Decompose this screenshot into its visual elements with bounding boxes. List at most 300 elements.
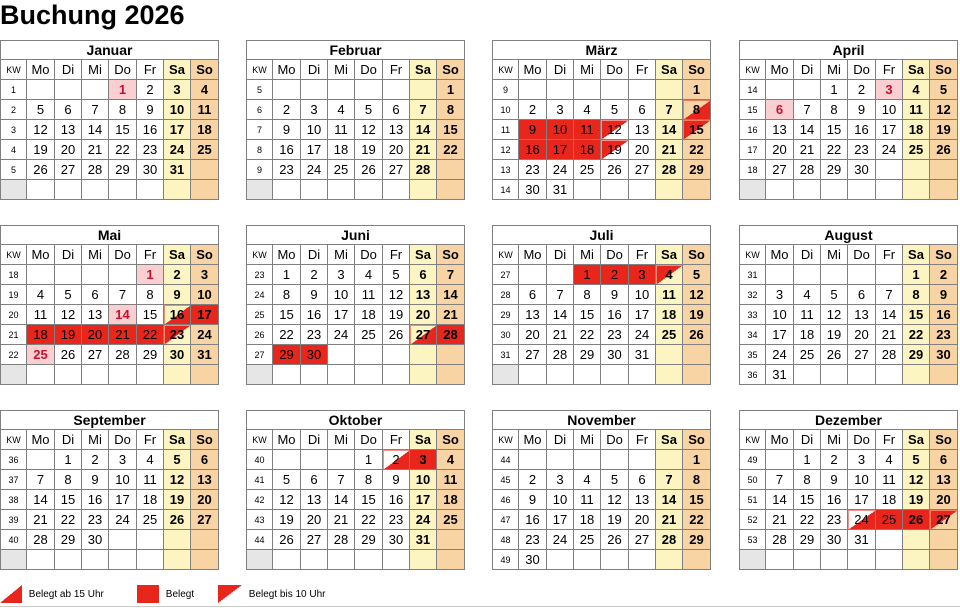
- day-cell[interactable]: 20: [301, 510, 328, 530]
- day-cell[interactable]: 10: [629, 285, 656, 305]
- day-cell[interactable]: 24: [301, 160, 328, 180]
- day-cell[interactable]: 9: [848, 100, 876, 120]
- day-cell[interactable]: 7: [876, 285, 903, 305]
- day-cell[interactable]: 9: [301, 285, 328, 305]
- day-cell[interactable]: 10: [410, 470, 437, 490]
- day-cell[interactable]: 4: [355, 265, 383, 285]
- day-cell[interactable]: 8: [137, 285, 164, 305]
- day-cell[interactable]: 28: [27, 530, 55, 550]
- day-cell[interactable]: 29: [574, 345, 601, 365]
- day-cell[interactable]: 3: [848, 450, 876, 470]
- day-cell[interactable]: 12: [683, 285, 711, 305]
- day-cell[interactable]: 24: [876, 140, 903, 160]
- day-cell[interactable]: 15: [821, 120, 848, 140]
- day-cell[interactable]: 6: [766, 100, 794, 120]
- day-cell[interactable]: 19: [273, 510, 301, 530]
- day-cell[interactable]: 6: [191, 450, 219, 470]
- day-cell[interactable]: 11: [355, 285, 383, 305]
- day-cell[interactable]: 29: [109, 160, 137, 180]
- day-cell[interactable]: 22: [683, 140, 711, 160]
- day-cell[interactable]: 22: [437, 140, 465, 160]
- day-cell[interactable]: 8: [574, 285, 601, 305]
- day-cell[interactable]: 6: [410, 265, 437, 285]
- day-cell[interactable]: 3: [876, 80, 903, 100]
- day-cell[interactable]: 19: [355, 140, 383, 160]
- day-cell[interactable]: 14: [656, 120, 683, 140]
- day-cell[interactable]: 15: [55, 490, 82, 510]
- day-cell[interactable]: 22: [683, 510, 711, 530]
- day-cell[interactable]: 4: [903, 80, 930, 100]
- day-cell[interactable]: 3: [547, 470, 574, 490]
- day-cell[interactable]: 4: [27, 285, 55, 305]
- day-cell[interactable]: 13: [383, 120, 410, 140]
- day-cell[interactable]: 28: [82, 160, 109, 180]
- day-cell[interactable]: 7: [328, 470, 355, 490]
- day-cell[interactable]: 22: [821, 140, 848, 160]
- day-cell[interactable]: 16: [137, 120, 164, 140]
- day-cell[interactable]: 18: [903, 120, 930, 140]
- day-cell[interactable]: 14: [876, 305, 903, 325]
- day-cell[interactable]: 13: [519, 305, 547, 325]
- day-cell[interactable]: 19: [601, 510, 629, 530]
- day-cell[interactable]: 28: [656, 530, 683, 550]
- day-cell[interactable]: 28: [328, 530, 355, 550]
- day-cell[interactable]: 7: [410, 100, 437, 120]
- day-cell[interactable]: 9: [519, 490, 547, 510]
- day-cell[interactable]: 17: [848, 490, 876, 510]
- day-cell[interactable]: 5: [601, 100, 629, 120]
- day-cell[interactable]: 22: [109, 140, 137, 160]
- day-cell[interactable]: 20: [82, 325, 109, 345]
- day-cell[interactable]: 6: [301, 470, 328, 490]
- day-cell[interactable]: 19: [903, 490, 930, 510]
- day-cell[interactable]: 12: [601, 120, 629, 140]
- day-cell[interactable]: 7: [794, 100, 821, 120]
- day-cell[interactable]: 26: [683, 325, 711, 345]
- day-cell[interactable]: 15: [574, 305, 601, 325]
- day-cell[interactable]: 6: [629, 470, 656, 490]
- day-cell[interactable]: 11: [328, 120, 355, 140]
- day-cell[interactable]: 30: [519, 180, 547, 200]
- day-cell[interactable]: 26: [164, 510, 191, 530]
- day-cell[interactable]: 3: [766, 285, 794, 305]
- day-cell[interactable]: 27: [848, 345, 876, 365]
- day-cell[interactable]: 26: [55, 345, 82, 365]
- day-cell[interactable]: 23: [137, 140, 164, 160]
- day-cell[interactable]: 22: [574, 325, 601, 345]
- day-cell[interactable]: 1: [273, 265, 301, 285]
- day-cell[interactable]: 21: [437, 305, 465, 325]
- day-cell[interactable]: 27: [629, 530, 656, 550]
- day-cell[interactable]: 2: [848, 80, 876, 100]
- day-cell[interactable]: 24: [164, 140, 191, 160]
- day-cell[interactable]: 25: [437, 510, 465, 530]
- day-cell[interactable]: 17: [410, 490, 437, 510]
- day-cell[interactable]: 12: [383, 285, 410, 305]
- day-cell[interactable]: 31: [629, 345, 656, 365]
- day-cell[interactable]: 10: [547, 120, 574, 140]
- day-cell[interactable]: 18: [355, 305, 383, 325]
- day-cell[interactable]: 27: [410, 325, 437, 345]
- day-cell[interactable]: 25: [27, 345, 55, 365]
- day-cell[interactable]: 5: [903, 450, 930, 470]
- day-cell[interactable]: 25: [137, 510, 164, 530]
- day-cell[interactable]: 19: [601, 140, 629, 160]
- day-cell[interactable]: 29: [683, 530, 711, 550]
- day-cell[interactable]: 11: [876, 470, 903, 490]
- day-cell[interactable]: 17: [191, 305, 219, 325]
- day-cell[interactable]: 20: [519, 325, 547, 345]
- day-cell[interactable]: 28: [547, 345, 574, 365]
- day-cell[interactable]: 16: [82, 490, 109, 510]
- day-cell[interactable]: 12: [821, 305, 848, 325]
- day-cell[interactable]: 26: [601, 530, 629, 550]
- day-cell[interactable]: 10: [301, 120, 328, 140]
- day-cell[interactable]: 23: [164, 325, 191, 345]
- day-cell[interactable]: 20: [766, 140, 794, 160]
- day-cell[interactable]: 26: [903, 510, 930, 530]
- day-cell[interactable]: 25: [656, 325, 683, 345]
- day-cell[interactable]: 17: [301, 140, 328, 160]
- day-cell[interactable]: 30: [301, 345, 328, 365]
- day-cell[interactable]: 7: [109, 285, 137, 305]
- day-cell[interactable]: 28: [876, 345, 903, 365]
- day-cell[interactable]: 25: [574, 530, 601, 550]
- day-cell[interactable]: 18: [574, 510, 601, 530]
- day-cell[interactable]: 1: [794, 450, 821, 470]
- day-cell[interactable]: 24: [629, 325, 656, 345]
- day-cell[interactable]: 27: [519, 345, 547, 365]
- day-cell[interactable]: 10: [766, 305, 794, 325]
- day-cell[interactable]: 8: [55, 470, 82, 490]
- day-cell[interactable]: 8: [794, 470, 821, 490]
- day-cell[interactable]: 14: [656, 490, 683, 510]
- day-cell[interactable]: 24: [547, 530, 574, 550]
- day-cell[interactable]: 5: [683, 265, 711, 285]
- day-cell[interactable]: 29: [683, 160, 711, 180]
- day-cell[interactable]: 23: [519, 530, 547, 550]
- day-cell[interactable]: 24: [328, 325, 355, 345]
- day-cell[interactable]: 13: [410, 285, 437, 305]
- day-cell[interactable]: 30: [82, 530, 109, 550]
- day-cell[interactable]: 9: [930, 285, 958, 305]
- day-cell[interactable]: 1: [903, 265, 930, 285]
- day-cell[interactable]: 21: [656, 510, 683, 530]
- day-cell[interactable]: 1: [55, 450, 82, 470]
- day-cell[interactable]: 29: [794, 530, 821, 550]
- day-cell[interactable]: 6: [629, 100, 656, 120]
- day-cell[interactable]: 4: [574, 100, 601, 120]
- day-cell[interactable]: 5: [930, 80, 958, 100]
- day-cell[interactable]: 5: [383, 265, 410, 285]
- day-cell[interactable]: 17: [109, 490, 137, 510]
- day-cell[interactable]: 14: [794, 120, 821, 140]
- day-cell[interactable]: 8: [821, 100, 848, 120]
- day-cell[interactable]: 14: [82, 120, 109, 140]
- day-cell[interactable]: 19: [27, 140, 55, 160]
- day-cell[interactable]: 9: [519, 120, 547, 140]
- day-cell[interactable]: 27: [191, 510, 219, 530]
- day-cell[interactable]: 7: [547, 285, 574, 305]
- day-cell[interactable]: 15: [437, 120, 465, 140]
- day-cell[interactable]: 20: [383, 140, 410, 160]
- day-cell[interactable]: 11: [574, 120, 601, 140]
- day-cell[interactable]: 18: [794, 325, 821, 345]
- day-cell[interactable]: 25: [876, 510, 903, 530]
- day-cell[interactable]: 10: [848, 470, 876, 490]
- day-cell[interactable]: 20: [629, 510, 656, 530]
- day-cell[interactable]: 24: [766, 345, 794, 365]
- day-cell[interactable]: 27: [55, 160, 82, 180]
- day-cell[interactable]: 27: [629, 160, 656, 180]
- day-cell[interactable]: 18: [574, 140, 601, 160]
- day-cell[interactable]: 9: [82, 470, 109, 490]
- day-cell[interactable]: 30: [821, 530, 848, 550]
- day-cell[interactable]: 30: [137, 160, 164, 180]
- day-cell[interactable]: 24: [848, 510, 876, 530]
- day-cell[interactable]: 6: [82, 285, 109, 305]
- day-cell[interactable]: 16: [273, 140, 301, 160]
- day-cell[interactable]: 28: [656, 160, 683, 180]
- day-cell[interactable]: 1: [574, 265, 601, 285]
- day-cell[interactable]: 20: [848, 325, 876, 345]
- day-cell[interactable]: 13: [191, 470, 219, 490]
- day-cell[interactable]: 7: [766, 470, 794, 490]
- day-cell[interactable]: 31: [766, 365, 794, 385]
- day-cell[interactable]: 5: [601, 470, 629, 490]
- day-cell[interactable]: 19: [683, 305, 711, 325]
- day-cell[interactable]: 5: [821, 285, 848, 305]
- day-cell[interactable]: 4: [137, 450, 164, 470]
- day-cell[interactable]: 18: [328, 140, 355, 160]
- day-cell[interactable]: 21: [328, 510, 355, 530]
- day-cell[interactable]: 27: [301, 530, 328, 550]
- day-cell[interactable]: 23: [821, 510, 848, 530]
- day-cell[interactable]: 2: [519, 100, 547, 120]
- day-cell[interactable]: 28: [410, 160, 437, 180]
- day-cell[interactable]: 30: [164, 345, 191, 365]
- day-cell[interactable]: 21: [656, 140, 683, 160]
- day-cell[interactable]: 3: [301, 100, 328, 120]
- day-cell[interactable]: 13: [930, 470, 958, 490]
- day-cell[interactable]: 4: [876, 450, 903, 470]
- day-cell[interactable]: 11: [27, 305, 55, 325]
- day-cell[interactable]: 11: [191, 100, 219, 120]
- day-cell[interactable]: 2: [519, 470, 547, 490]
- day-cell[interactable]: 23: [383, 510, 410, 530]
- day-cell[interactable]: 1: [683, 450, 711, 470]
- day-cell[interactable]: 31: [164, 160, 191, 180]
- day-cell[interactable]: 31: [547, 180, 574, 200]
- day-cell[interactable]: 30: [383, 530, 410, 550]
- day-cell[interactable]: 2: [383, 450, 410, 470]
- day-cell[interactable]: 2: [137, 80, 164, 100]
- day-cell[interactable]: 27: [766, 160, 794, 180]
- day-cell[interactable]: 13: [629, 490, 656, 510]
- day-cell[interactable]: 1: [109, 80, 137, 100]
- day-cell[interactable]: 26: [273, 530, 301, 550]
- day-cell[interactable]: 16: [821, 490, 848, 510]
- day-cell[interactable]: 10: [191, 285, 219, 305]
- day-cell[interactable]: 19: [164, 490, 191, 510]
- day-cell[interactable]: 30: [848, 160, 876, 180]
- day-cell[interactable]: 21: [109, 325, 137, 345]
- day-cell[interactable]: 3: [164, 80, 191, 100]
- day-cell[interactable]: 4: [656, 265, 683, 285]
- day-cell[interactable]: 10: [547, 490, 574, 510]
- day-cell[interactable]: 14: [328, 490, 355, 510]
- day-cell[interactable]: 10: [876, 100, 903, 120]
- day-cell[interactable]: 5: [55, 285, 82, 305]
- day-cell[interactable]: 26: [930, 140, 958, 160]
- day-cell[interactable]: 4: [328, 100, 355, 120]
- day-cell[interactable]: 9: [821, 470, 848, 490]
- day-cell[interactable]: 9: [273, 120, 301, 140]
- day-cell[interactable]: 17: [629, 305, 656, 325]
- day-cell[interactable]: 29: [55, 530, 82, 550]
- day-cell[interactable]: 2: [930, 265, 958, 285]
- day-cell[interactable]: 1: [821, 80, 848, 100]
- day-cell[interactable]: 18: [437, 490, 465, 510]
- day-cell[interactable]: 11: [794, 305, 821, 325]
- day-cell[interactable]: 14: [547, 305, 574, 325]
- day-cell[interactable]: 25: [794, 345, 821, 365]
- day-cell[interactable]: 11: [137, 470, 164, 490]
- day-cell[interactable]: 8: [903, 285, 930, 305]
- day-cell[interactable]: 21: [410, 140, 437, 160]
- day-cell[interactable]: 13: [848, 305, 876, 325]
- day-cell[interactable]: 23: [848, 140, 876, 160]
- day-cell[interactable]: 19: [930, 120, 958, 140]
- day-cell[interactable]: 30: [601, 345, 629, 365]
- day-cell[interactable]: 2: [164, 265, 191, 285]
- day-cell[interactable]: 30: [930, 345, 958, 365]
- day-cell[interactable]: 25: [355, 325, 383, 345]
- day-cell[interactable]: 11: [656, 285, 683, 305]
- day-cell[interactable]: 5: [273, 470, 301, 490]
- day-cell[interactable]: 12: [55, 305, 82, 325]
- day-cell[interactable]: 17: [876, 120, 903, 140]
- day-cell[interactable]: 18: [656, 305, 683, 325]
- day-cell[interactable]: 21: [766, 510, 794, 530]
- day-cell[interactable]: 7: [656, 470, 683, 490]
- day-cell[interactable]: 19: [821, 325, 848, 345]
- day-cell[interactable]: 15: [137, 305, 164, 325]
- day-cell[interactable]: 22: [55, 510, 82, 530]
- day-cell[interactable]: 7: [656, 100, 683, 120]
- day-cell[interactable]: 24: [191, 325, 219, 345]
- day-cell[interactable]: 16: [301, 305, 328, 325]
- day-cell[interactable]: 12: [601, 490, 629, 510]
- day-cell[interactable]: 2: [82, 450, 109, 470]
- day-cell[interactable]: 11: [903, 100, 930, 120]
- day-cell[interactable]: 20: [930, 490, 958, 510]
- day-cell[interactable]: 3: [629, 265, 656, 285]
- day-cell[interactable]: 10: [109, 470, 137, 490]
- day-cell[interactable]: 23: [301, 325, 328, 345]
- day-cell[interactable]: 20: [629, 140, 656, 160]
- day-cell[interactable]: 23: [82, 510, 109, 530]
- day-cell[interactable]: 3: [109, 450, 137, 470]
- day-cell[interactable]: 28: [109, 345, 137, 365]
- day-cell[interactable]: 12: [930, 100, 958, 120]
- day-cell[interactable]: 31: [191, 345, 219, 365]
- day-cell[interactable]: 30: [519, 550, 547, 570]
- day-cell[interactable]: 21: [794, 140, 821, 160]
- day-cell[interactable]: 23: [930, 325, 958, 345]
- day-cell[interactable]: 16: [519, 510, 547, 530]
- day-cell[interactable]: 14: [437, 285, 465, 305]
- day-cell[interactable]: 28: [437, 325, 465, 345]
- day-cell[interactable]: 29: [355, 530, 383, 550]
- day-cell[interactable]: 23: [601, 325, 629, 345]
- day-cell[interactable]: 26: [601, 160, 629, 180]
- day-cell[interactable]: 26: [821, 345, 848, 365]
- day-cell[interactable]: 15: [794, 490, 821, 510]
- day-cell[interactable]: 18: [27, 325, 55, 345]
- day-cell[interactable]: 24: [109, 510, 137, 530]
- day-cell[interactable]: 26: [355, 160, 383, 180]
- day-cell[interactable]: 6: [930, 450, 958, 470]
- day-cell[interactable]: 11: [437, 470, 465, 490]
- day-cell[interactable]: 8: [437, 100, 465, 120]
- day-cell[interactable]: 2: [821, 450, 848, 470]
- day-cell[interactable]: 13: [301, 490, 328, 510]
- day-cell[interactable]: 21: [27, 510, 55, 530]
- day-cell[interactable]: 17: [164, 120, 191, 140]
- day-cell[interactable]: 16: [848, 120, 876, 140]
- day-cell[interactable]: 16: [164, 305, 191, 325]
- day-cell[interactable]: 29: [821, 160, 848, 180]
- day-cell[interactable]: 23: [519, 160, 547, 180]
- day-cell[interactable]: 18: [137, 490, 164, 510]
- day-cell[interactable]: 16: [601, 305, 629, 325]
- day-cell[interactable]: 1: [355, 450, 383, 470]
- day-cell[interactable]: 4: [794, 285, 821, 305]
- day-cell[interactable]: 20: [191, 490, 219, 510]
- day-cell[interactable]: 8: [683, 470, 711, 490]
- day-cell[interactable]: 1: [437, 80, 465, 100]
- day-cell[interactable]: 5: [164, 450, 191, 470]
- day-cell[interactable]: 11: [574, 490, 601, 510]
- day-cell[interactable]: 10: [328, 285, 355, 305]
- day-cell[interactable]: 22: [137, 325, 164, 345]
- day-cell[interactable]: 14: [109, 305, 137, 325]
- day-cell[interactable]: 19: [383, 305, 410, 325]
- day-cell[interactable]: 1: [137, 265, 164, 285]
- day-cell[interactable]: 15: [683, 120, 711, 140]
- day-cell[interactable]: 13: [766, 120, 794, 140]
- day-cell[interactable]: 15: [903, 305, 930, 325]
- day-cell[interactable]: 12: [903, 470, 930, 490]
- day-cell[interactable]: 22: [794, 510, 821, 530]
- day-cell[interactable]: 21: [547, 325, 574, 345]
- day-cell[interactable]: 2: [601, 265, 629, 285]
- day-cell[interactable]: 15: [273, 305, 301, 325]
- day-cell[interactable]: 12: [273, 490, 301, 510]
- day-cell[interactable]: 12: [27, 120, 55, 140]
- day-cell[interactable]: 7: [27, 470, 55, 490]
- day-cell[interactable]: 4: [574, 470, 601, 490]
- day-cell[interactable]: 6: [519, 285, 547, 305]
- day-cell[interactable]: 3: [328, 265, 355, 285]
- day-cell[interactable]: 7: [82, 100, 109, 120]
- day-cell[interactable]: 26: [27, 160, 55, 180]
- day-cell[interactable]: 26: [383, 325, 410, 345]
- day-cell[interactable]: 20: [410, 305, 437, 325]
- day-cell[interactable]: 27: [383, 160, 410, 180]
- day-cell[interactable]: 8: [109, 100, 137, 120]
